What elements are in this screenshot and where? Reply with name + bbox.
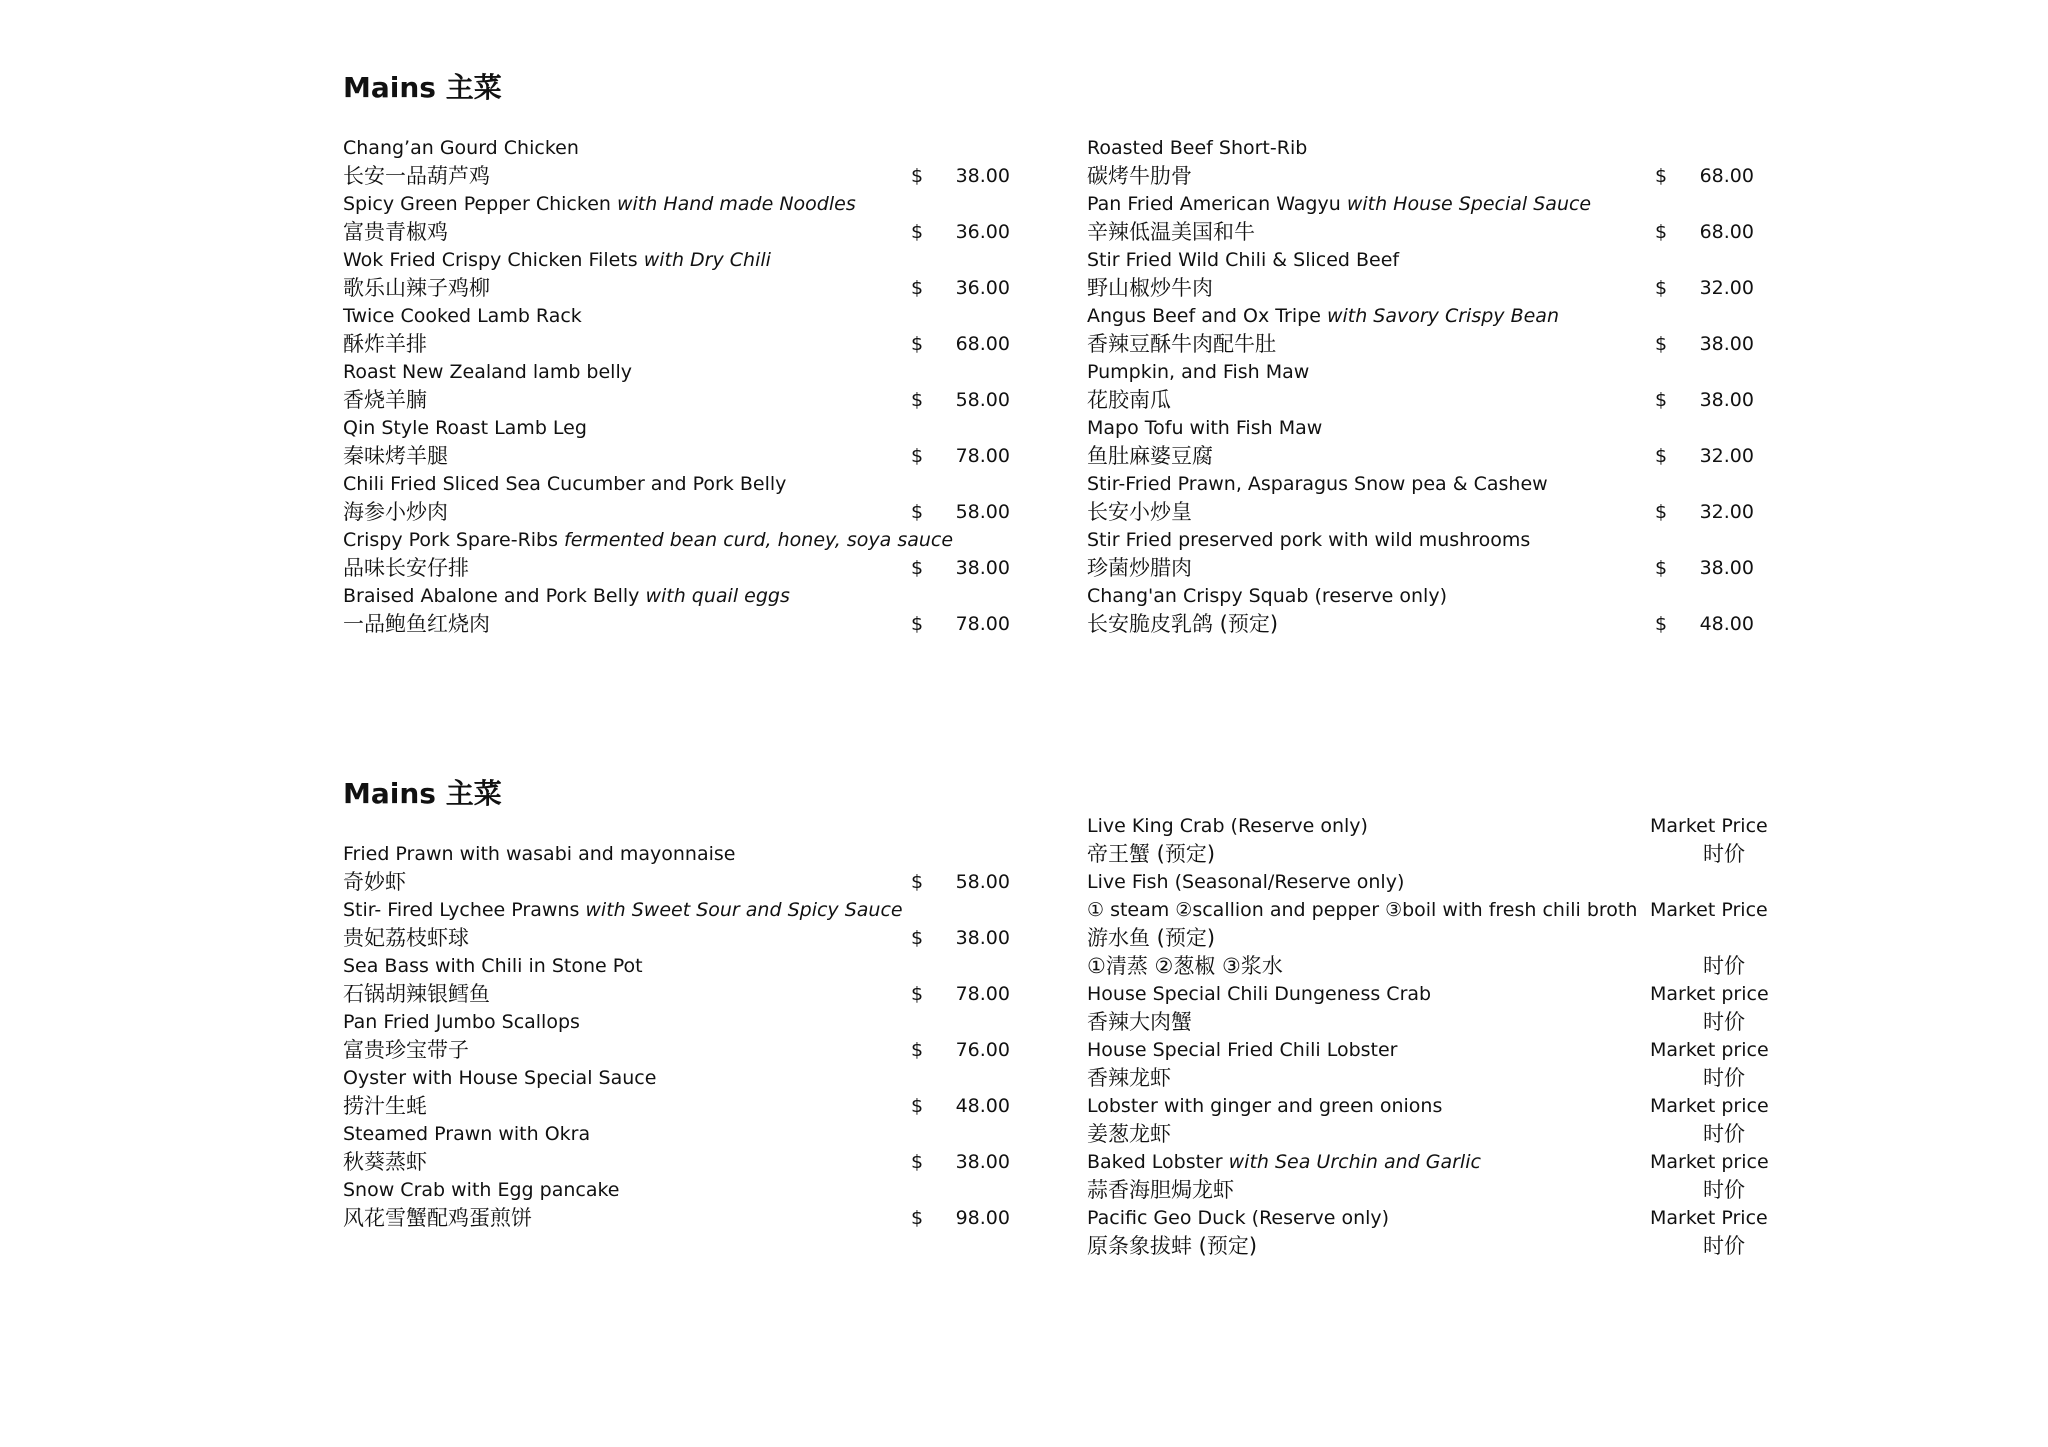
price-amount: 36.00	[955, 277, 1010, 299]
item-name-en-italic: with Savory Crispy Bean	[1326, 305, 1559, 327]
menu-item	[343, 358, 1023, 414]
menu-item	[343, 134, 1023, 190]
item-name-zh: 长安小炒皇	[1087, 500, 1192, 524]
item-name-en: Live King Crab (Reserve only)	[1087, 815, 1368, 837]
item-name-en-main: Pacific Geo Duck (Reserve only)	[1087, 1207, 1390, 1229]
menu-item	[1087, 980, 1787, 1036]
menu-item	[343, 302, 1023, 358]
item-name-en-main: Pumpkin, and Fish Maw	[1087, 361, 1310, 383]
item-name-en-main: Fried Prawn with wasabi and mayonnaise	[343, 843, 736, 865]
price-amount: 38.00	[1699, 389, 1754, 411]
price-amount: 78.00	[955, 613, 1010, 635]
price-currency: $	[1655, 501, 1668, 523]
item-name-en-main: Spicy Green Pepper Chicken	[343, 193, 617, 215]
item-name-en-main: Stir- Fired Lychee Prawns	[343, 899, 586, 921]
price-amount: 38.00	[955, 165, 1010, 187]
price-currency: $	[1655, 613, 1668, 635]
price-amount: 38.00	[1699, 557, 1754, 579]
price-amount: 32.00	[1699, 277, 1754, 299]
item-name-en	[343, 1064, 656, 1092]
item-name-zh: 香辣龙虾	[1087, 1066, 1171, 1090]
price-amount: 58.00	[955, 871, 1010, 893]
price-currency: $	[911, 1151, 924, 1173]
item-name-en	[343, 134, 579, 162]
item-name-en	[343, 1120, 590, 1148]
item-name-en	[1087, 134, 1307, 162]
price-amount: 32.00	[1699, 501, 1754, 523]
item-name-en-italic: with Hand made Noodles	[616, 193, 856, 215]
item-name-en-main: Angus Beef and Ox Tripe	[1087, 305, 1327, 327]
price-currency: $	[911, 1207, 924, 1229]
item-name-en-main: Twice Cooked Lamb Rack	[343, 305, 582, 327]
menu-item	[343, 896, 1023, 952]
item-name-en	[343, 246, 771, 274]
menu-item	[1087, 1036, 1787, 1092]
item-name-en: Live Fish (Seasonal/Reserve only)	[1087, 871, 1405, 893]
price-currency: $	[1655, 389, 1668, 411]
item-name-en	[343, 358, 632, 386]
price-amount: 98.00	[955, 1207, 1010, 1229]
price-currency: $	[911, 333, 924, 355]
price-currency: $	[911, 501, 924, 523]
item-name-en	[1087, 1092, 1442, 1120]
menu-item	[1087, 526, 1767, 582]
market-price-en: Market Price	[1650, 815, 1768, 837]
menu-item	[1087, 414, 1767, 470]
menu-item	[343, 1064, 1023, 1120]
menu-column-right	[1087, 134, 1767, 638]
item-name-en-main: Pan Fried Jumbo Scallops	[343, 1011, 580, 1033]
item-name-zh: 歌乐山辣子鸡柳	[343, 276, 490, 300]
market-price-en: Market price	[1650, 1039, 1769, 1061]
market-price-zh: 时价	[1703, 1234, 1745, 1258]
item-name-en	[343, 470, 786, 498]
menu-item	[1087, 1092, 1787, 1148]
item-name-en-main: Stir Fried Wild Chili & Sliced Beef	[1087, 249, 1400, 271]
item-name-en-main: Oyster with House Special Sauce	[343, 1067, 657, 1089]
price-currency: $	[911, 277, 924, 299]
item-name-en-main: Mapo Tofu with Fish Maw	[1087, 417, 1323, 439]
price-currency: $	[911, 557, 924, 579]
menu-item	[343, 582, 1023, 638]
market-price-en: Market price	[1650, 1151, 1769, 1173]
menu-item	[343, 526, 1023, 582]
item-name-en	[1087, 1148, 1481, 1176]
item-name-zh: 贵妃荔枝虾球	[343, 926, 469, 950]
item-name-en	[1087, 980, 1431, 1008]
menu-item	[343, 1176, 1023, 1232]
item-name-zh: 一品鲍鱼红烧肉	[343, 612, 490, 636]
market-price-en: Market Price	[1650, 899, 1768, 921]
menu-item	[1087, 302, 1767, 358]
item-name-en-italic: with Sweet Sour and Spicy Sauce	[585, 899, 903, 921]
item-name-en-main: Sea Bass with Chili in Stone Pot	[343, 955, 643, 977]
item-name-zh: 长安一品葫芦鸡	[343, 164, 490, 188]
item-name-en-main: Baked Lobster	[1087, 1151, 1229, 1173]
section-title: Mains 主菜	[343, 71, 502, 104]
item-name-zh: 海参小炒肉	[343, 500, 448, 524]
price-currency: $	[911, 165, 924, 187]
item-name-en	[1087, 1036, 1397, 1064]
item-name-zh: 花胶南瓜	[1087, 388, 1171, 412]
menu-item	[1087, 134, 1767, 190]
menu-item	[343, 190, 1023, 246]
item-name-zh: 奇妙虾	[343, 870, 406, 894]
item-name-zh: 珍菌炒腊肉	[1087, 556, 1192, 580]
item-name-en	[1087, 470, 1548, 498]
item-name-en	[343, 952, 643, 980]
price-amount: 68.00	[1699, 221, 1754, 243]
price-currency: $	[911, 613, 924, 635]
menu-item	[1087, 246, 1767, 302]
item-name-zh: 游水鱼 (预定)	[1087, 926, 1216, 950]
item-name-en-italic: fermented bean curd, honey, soya sauce	[564, 529, 954, 551]
item-name-en-main: Snow Crab with Egg pancake	[343, 1179, 620, 1201]
item-name-en-main: Steamed Prawn with Okra	[343, 1123, 591, 1145]
item-name-en-main: Lobster with ginger and green onions	[1087, 1095, 1443, 1117]
menu-column-left	[343, 840, 1023, 1232]
market-price-en: Market Price	[1650, 1207, 1768, 1229]
menu-item	[343, 414, 1023, 470]
item-name-en	[343, 302, 582, 330]
item-name-zh: 帝王蟹 (预定)	[1087, 842, 1216, 866]
item-name-zh: 鱼肚麻婆豆腐	[1087, 444, 1213, 468]
price-amount: 68.00	[955, 333, 1010, 355]
market-price-zh: 时价	[1703, 1178, 1745, 1202]
price-amount: 68.00	[1699, 165, 1754, 187]
price-currency: $	[911, 927, 924, 949]
price-amount: 38.00	[955, 557, 1010, 579]
item-name-en-main: House Special Fried Chili Lobster	[1087, 1039, 1398, 1061]
price-amount: 58.00	[955, 501, 1010, 523]
item-name-en-main: Stir-Fried Prawn, Asparagus Snow pea & Cashew	[1087, 473, 1548, 495]
price-currency: $	[911, 389, 924, 411]
price-amount: 38.00	[955, 1151, 1010, 1173]
item-name-zh: 捞汁生蚝	[343, 1094, 427, 1118]
item-name-zh: 辛辣低温美国和牛	[1087, 220, 1255, 244]
price-currency: $	[911, 1095, 924, 1117]
price-amount: 58.00	[955, 389, 1010, 411]
menu-item	[1087, 1204, 1787, 1260]
menu-item	[1087, 470, 1767, 526]
item-name-en-main: Chili Fried Sliced Sea Cucumber and Pork Belly	[343, 473, 787, 495]
item-name-en-italic: with Dry Chili	[643, 249, 771, 271]
item-name-zh: 秦味烤羊腿	[343, 444, 448, 468]
price-currency: $	[911, 221, 924, 243]
item-name-zh: 富贵珍宝带子	[343, 1038, 469, 1062]
item-name-en-main: Stir Fried preserved pork with wild mushrooms	[1087, 529, 1531, 551]
menu-column-left	[343, 134, 1023, 638]
price-amount: 32.00	[1699, 445, 1754, 467]
item-name-zh: 香烧羊腩	[343, 388, 427, 412]
price-amount: 36.00	[955, 221, 1010, 243]
menu-item	[1087, 582, 1767, 638]
price-amount: 76.00	[955, 1039, 1010, 1061]
price-currency: $	[1655, 221, 1668, 243]
price-amount: 78.00	[955, 983, 1010, 1005]
menu-item	[343, 246, 1023, 302]
menu-item	[343, 1008, 1023, 1064]
item-name-en-main: Roasted Beef Short-Rib	[1087, 137, 1308, 159]
item-name-zh: 风花雪蟹配鸡蛋煎饼	[343, 1206, 532, 1230]
item-name-en	[343, 526, 953, 554]
item-name-zh: 蒜香海胆焗龙虾	[1087, 1178, 1234, 1202]
price-currency: $	[1655, 333, 1668, 355]
item-name-zh: 酥炸羊排	[343, 332, 427, 356]
item-name-en	[1087, 190, 1591, 218]
market-price-zh: 时价	[1703, 1122, 1745, 1146]
price-amount: 38.00	[1699, 333, 1754, 355]
item-options-zh: ①清蒸 ②葱椒 ③浆水	[1087, 954, 1283, 978]
market-price-zh: 时价	[1703, 1010, 1745, 1034]
price-amount: 48.00	[955, 1095, 1010, 1117]
menu-item	[343, 840, 1023, 896]
item-name-en-italic: with House Special Sauce	[1346, 193, 1592, 215]
menu-item	[343, 952, 1023, 1008]
item-name-en-italic: with Sea Urchin and Garlic	[1228, 1151, 1481, 1173]
item-name-en	[1087, 246, 1399, 274]
item-name-en	[343, 1176, 620, 1204]
menu-item	[1087, 358, 1767, 414]
item-name-en-main: Braised Abalone and Pork Belly	[343, 585, 646, 607]
price-amount: 48.00	[1699, 613, 1754, 635]
market-price-zh: 时价	[1703, 954, 1745, 978]
item-name-zh: 香辣豆酥牛肉配牛肚	[1087, 332, 1276, 356]
item-name-zh: 香辣大肉蟹	[1087, 1010, 1192, 1034]
item-name-zh: 碳烤牛肋骨	[1087, 164, 1192, 188]
item-name-en-main: Chang’an Gourd Chicken	[343, 137, 579, 159]
item-name-en-main: Roast New Zealand lamb belly	[343, 361, 632, 383]
item-name-en	[1087, 526, 1530, 554]
price-currency: $	[1655, 277, 1668, 299]
item-name-en-italic: with quail eggs	[645, 585, 790, 607]
market-price-en: Market price	[1650, 983, 1769, 1005]
item-name-en	[343, 1008, 580, 1036]
price-currency: $	[911, 1039, 924, 1061]
item-name-en	[1087, 582, 1447, 610]
market-price-zh: 时价	[1703, 842, 1745, 866]
item-name-zh: 品味长安仔排	[343, 556, 469, 580]
item-name-en	[343, 414, 587, 442]
menu-item	[343, 1120, 1023, 1176]
item-name-en	[1087, 1204, 1389, 1232]
item-name-en	[343, 190, 856, 218]
item-name-en-main: Pan Fried American Wagyu	[1087, 193, 1347, 215]
price-currency: $	[1655, 445, 1668, 467]
item-options-en: ① steam ②scallion and pepper ③boil with fresh chili broth	[1087, 899, 1638, 921]
item-name-en-main: Wok Fried Crispy Chicken Filets	[343, 249, 644, 271]
price-currency: $	[911, 983, 924, 1005]
item-name-zh: 秋葵蒸虾	[343, 1150, 427, 1174]
item-name-en	[343, 896, 903, 924]
item-name-zh: 原条象拔蚌 (预定)	[1087, 1234, 1258, 1258]
item-name-zh: 长安脆皮乳鸽 (预定)	[1087, 612, 1279, 636]
menu-item	[1087, 1148, 1787, 1204]
item-name-zh: 野山椒炒牛肉	[1087, 276, 1213, 300]
item-name-en-main: Chang'an Crispy Squab (reserve only)	[1087, 585, 1447, 607]
item-name-en	[1087, 358, 1309, 386]
price-amount: 38.00	[955, 927, 1010, 949]
menu-item	[343, 470, 1023, 526]
item-name-zh: 石锅胡辣银鳕鱼	[343, 982, 490, 1006]
item-name-en	[1087, 414, 1322, 442]
price-amount: 78.00	[955, 445, 1010, 467]
item-name-en	[343, 840, 735, 868]
section-title: Mains 主菜	[343, 777, 502, 810]
price-currency: $	[911, 445, 924, 467]
price-currency: $	[1655, 557, 1668, 579]
item-name-en	[343, 582, 790, 610]
item-name-en	[1087, 302, 1559, 330]
item-name-en-main: Crispy Pork Spare-Ribs	[343, 529, 565, 551]
item-name-zh: 姜葱龙虾	[1087, 1122, 1171, 1146]
item-name-en-main: Qin Style Roast Lamb Leg	[343, 417, 587, 439]
menu-item	[1087, 190, 1767, 246]
market-price-zh: 时价	[1703, 1066, 1745, 1090]
menu-column-right	[1087, 812, 1787, 1272]
market-price-en: Market price	[1650, 1095, 1769, 1117]
price-currency: $	[1655, 165, 1668, 187]
item-name-zh: 富贵青椒鸡	[343, 220, 448, 244]
item-name-en-main: House Special Chili Dungeness Crab	[1087, 983, 1432, 1005]
price-currency: $	[911, 871, 924, 893]
